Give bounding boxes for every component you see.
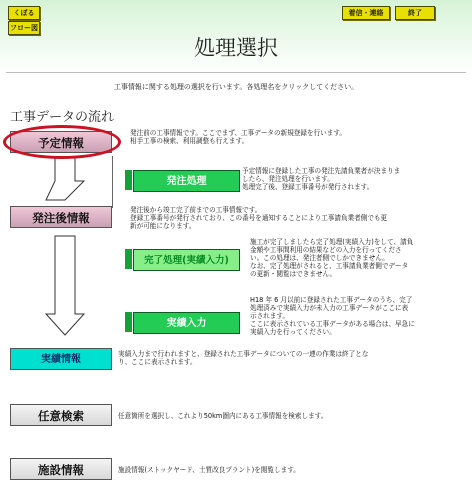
jisseki-desc: 実績入力まで行われますと、登録された工事データについての一連の作業は終了とな り、ここに表示されます。 xyxy=(118,350,369,366)
down-arrow-icon xyxy=(46,158,84,200)
down-arrow-long-icon xyxy=(46,236,84,335)
hatchugo-desc: 発注後から竣工完了前までの工事情報です。 登録工事番号が発行されており、この番号を通知することにより工事請負業者側でも更 新が可能になります。 xyxy=(130,206,388,230)
shisetsu-desc: 施設情報(ストックヤード、土質改良プラント)を閲覧します。 xyxy=(118,466,300,474)
hatchu-desc: 予定情報に登録した工事の発注先請負業者が決まりま したら、発注処理を行います。 処理完了後、登録工事番号が発行されます。 xyxy=(242,167,401,191)
exit-button[interactable]: 終了 xyxy=(395,6,435,20)
kanryo-desc: 施工が完了しましたら完了処理(実績入力)をして、請負 金額や工事間利用の結果などの入力を行ってくださ い。この処理は、発注者側でしかできません。 なお、完了処理がされると、工事請負業者側でデータ の更新・閲覧はできません。 xyxy=(250,238,414,278)
page-title: 処理選択 xyxy=(194,36,278,60)
back-button[interactable]: くぼる xyxy=(8,6,40,20)
yotei-desc: 発注前の工事情報です。ここでまず、工事データの新規登録を行います。 相手工事の検索、利用調整も行えます。 xyxy=(130,129,347,145)
highlight-ellipse xyxy=(3,125,121,159)
intro-text: 工事情報に関する処理の選択を行います。各処理名をクリックしてください。 xyxy=(113,83,359,91)
hatchu-tab xyxy=(125,170,132,190)
inbox-button[interactable]: 着信・連絡 xyxy=(342,6,390,20)
jisseki-input-button[interactable]: 実績入力 xyxy=(133,312,240,334)
jisseki-button[interactable]: 実績情報 xyxy=(10,348,112,370)
section-heading: 工事データの流れ xyxy=(10,110,115,125)
kanryo-button[interactable]: 完了処理(実績入力) xyxy=(133,249,240,271)
jisseki-input-tab xyxy=(125,312,132,332)
flow-chart-button[interactable]: フロー図 xyxy=(8,21,40,35)
nini-button[interactable]: 任意検索 xyxy=(10,404,112,426)
hatchu-button[interactable]: 発注処理 xyxy=(133,170,240,192)
shisetsu-button[interactable]: 施設情報 xyxy=(10,458,112,480)
kanryo-tab xyxy=(125,249,132,269)
nini-desc: 任意箇所を選択し、これより50km圏内にある工事情報を検索します。 xyxy=(118,412,328,420)
yotei-button[interactable]: 予定情報 xyxy=(10,131,112,153)
hatchugo-button[interactable]: 発注後情報 xyxy=(10,206,112,228)
jisseki-input-desc: H18 年 6 月以前に登録された工事データのうち、完了 処理済みで実績入力が未入力の工事データがここに表 示されます。 ここに表示されている工事データがある場合は、早急に 実績入力を行ってください。 xyxy=(250,296,415,336)
